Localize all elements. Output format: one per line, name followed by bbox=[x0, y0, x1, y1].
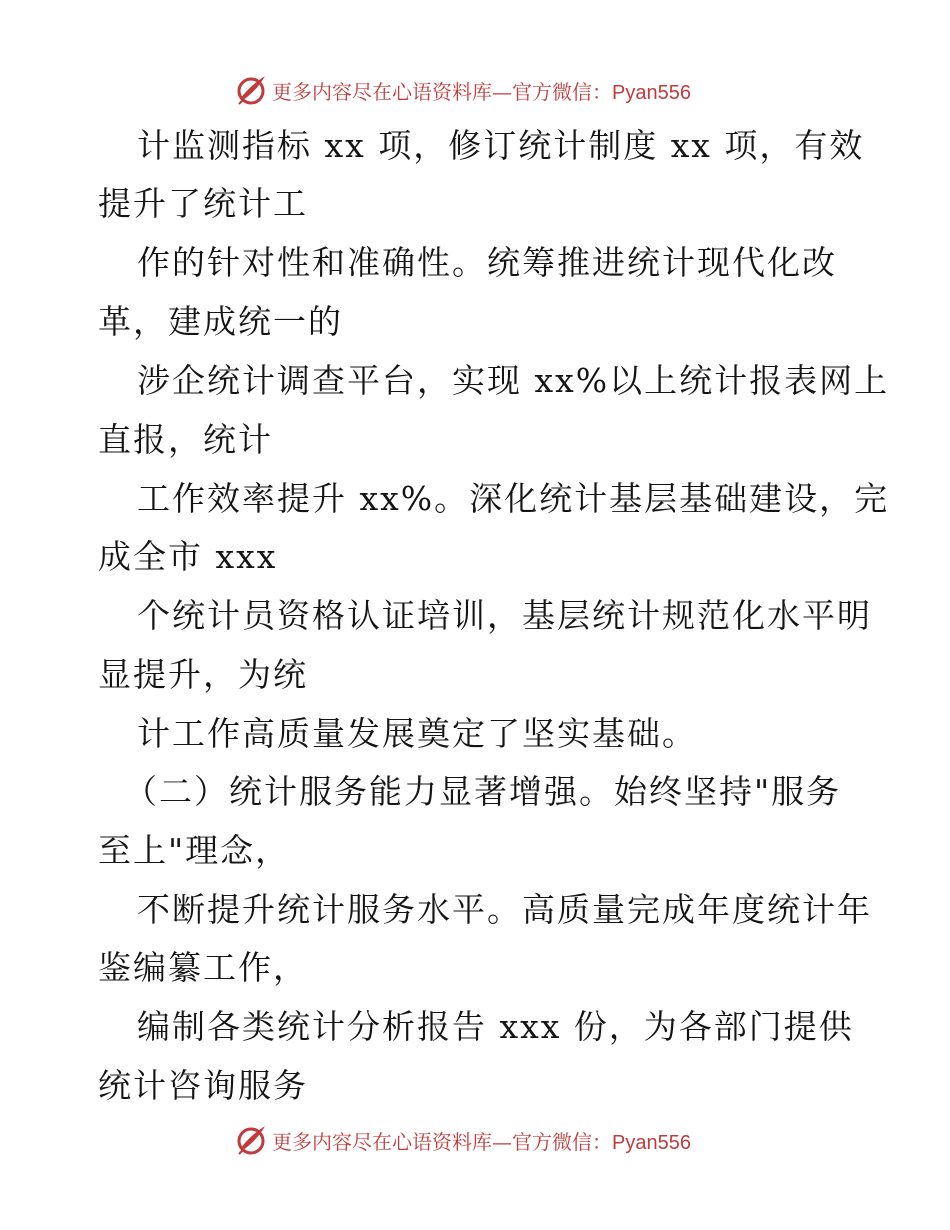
body-line: 直报，统计 bbox=[98, 420, 273, 459]
body-line: 统计咨询服务 bbox=[98, 1066, 308, 1105]
body-line: 鉴编纂工作， bbox=[98, 948, 308, 987]
footer-banner-text: 更多内容尽在心语资料库—官方微信：Pyan556 bbox=[272, 1129, 691, 1154]
footer-banner bbox=[234, 1122, 691, 1158]
body-line: 显提升，为统 bbox=[98, 655, 308, 694]
header-banner-text: 更多内容尽在心语资料库—官方微信：Pyan556 bbox=[272, 79, 691, 104]
body-line: 编制各类统计分析报告 xxx 份，为各部门提供 bbox=[137, 1007, 854, 1046]
header-banner bbox=[234, 72, 691, 108]
section-heading-line: （二）统计服务能力显著增强。始终坚持"服务 bbox=[124, 772, 842, 811]
body-line: 计工作高质量发展奠定了坚实基础。 bbox=[137, 714, 697, 753]
quill-pen-logo-icon bbox=[234, 73, 268, 107]
body-line: 革，建成统一的 bbox=[98, 302, 343, 341]
body-line: 涉企统计调查平台，实现 xx%以上统计报表网上 bbox=[137, 361, 890, 400]
body-line: 至上"理念， bbox=[98, 831, 291, 870]
body-line: 工作效率提升 xx%。深化统计基层基础建设，完 bbox=[137, 479, 890, 518]
body-line: 作的针对性和准确性。统筹推进统计现代化改 bbox=[137, 243, 837, 282]
body-line: 个统计员资格认证培训，基层统计规范化水平明 bbox=[137, 596, 872, 635]
quill-pen-logo-icon bbox=[234, 1123, 268, 1157]
body-line: 计监测指标 xx 项，修订统计制度 xx 项，有效 bbox=[137, 126, 865, 165]
body-line: 提升了统计工 bbox=[98, 184, 308, 223]
body-line: 不断提升统计服务水平。高质量完成年度统计年 bbox=[137, 890, 872, 929]
body-line: 成全市 xxx bbox=[98, 537, 278, 576]
